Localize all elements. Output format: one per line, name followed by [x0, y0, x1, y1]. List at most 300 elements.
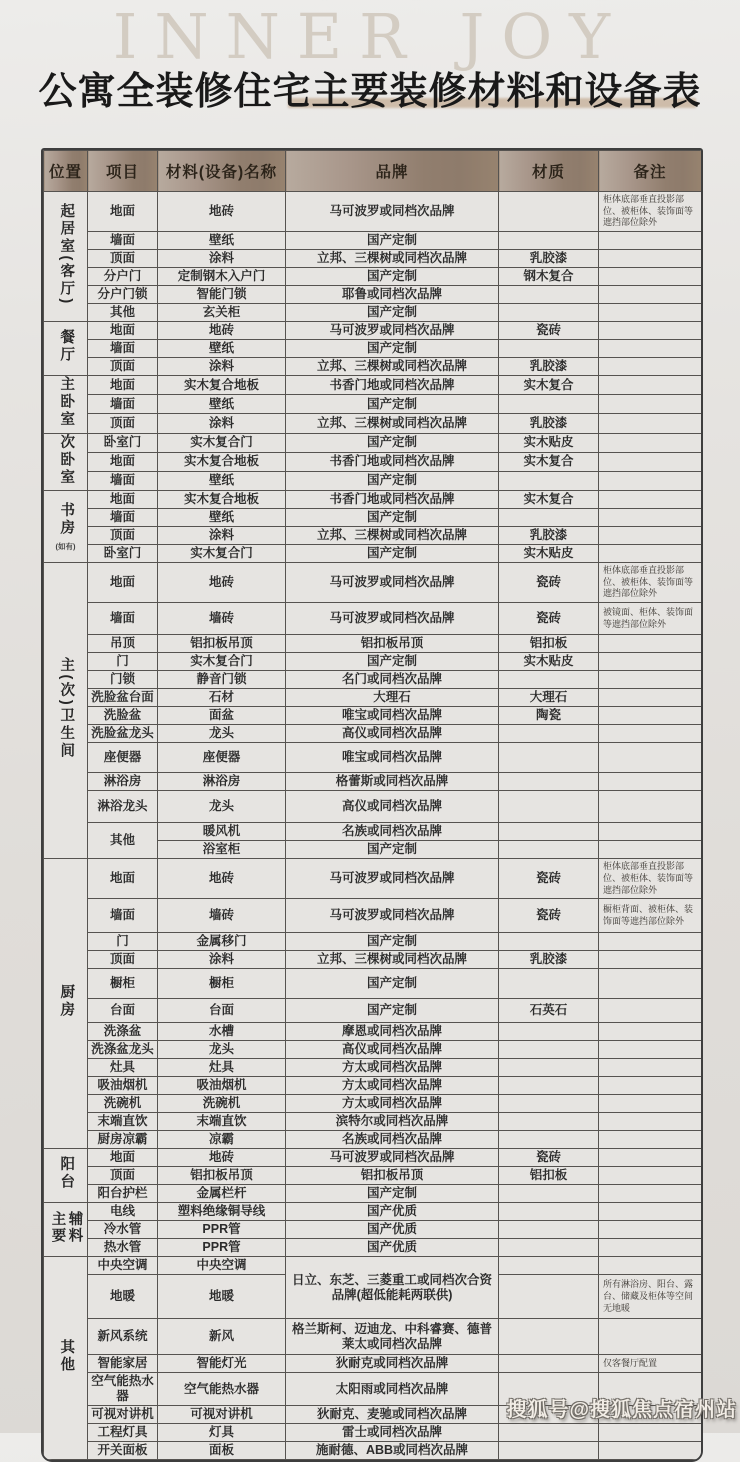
item-cell: 吊顶 [88, 635, 158, 653]
texture-cell: 乳胶漆 [499, 250, 599, 268]
note-cell [599, 653, 702, 671]
table-row [44, 1203, 702, 1221]
name-cell: 水槽 [158, 1023, 286, 1041]
materials-table [43, 150, 702, 1460]
texture-cell: 钢木复合 [499, 268, 599, 286]
brand-cell: 国产定制 [286, 969, 499, 999]
note-cell [599, 1442, 702, 1460]
texture-cell [499, 773, 599, 791]
name-cell: 龙头 [158, 725, 286, 743]
note-cell [599, 791, 702, 823]
table-row [44, 1167, 702, 1185]
texture-cell [499, 1221, 599, 1239]
location-cell [44, 322, 88, 376]
location-label: 起居室(客厅) [58, 202, 75, 307]
item-cell: 洗脸盆台面 [88, 689, 158, 707]
brand-cell: 铝扣板吊顶 [286, 635, 499, 653]
brand-cell: 国产定制 [286, 433, 499, 452]
table-row [44, 1239, 702, 1257]
brand-cell: 高仪或同档次品牌 [286, 725, 499, 743]
table-row [44, 304, 702, 322]
texture-cell [499, 395, 599, 414]
item-cell: 顶面 [88, 250, 158, 268]
item-cell: 墙面 [88, 340, 158, 358]
note-cell [599, 773, 702, 791]
texture-cell: 实木贴皮 [499, 433, 599, 452]
item-cell: 顶面 [88, 414, 158, 433]
table-row [44, 1185, 702, 1203]
note-cell [599, 527, 702, 545]
name-cell: 智能灯光 [158, 1355, 286, 1373]
location-cell [44, 1203, 88, 1257]
texture-cell: 乳胶漆 [499, 527, 599, 545]
texture-cell: 实木贴皮 [499, 545, 599, 563]
table-row [44, 1149, 702, 1167]
texture-cell [499, 823, 599, 841]
brand-cell: 国产优质 [286, 1203, 499, 1221]
note-cell [599, 635, 702, 653]
brand-cell: 名族或同档次品牌 [286, 1131, 499, 1149]
table-row [44, 232, 702, 250]
texture-cell [499, 969, 599, 999]
note-cell [599, 268, 702, 286]
note-cell [599, 1077, 702, 1095]
item-cell: 座便器 [88, 743, 158, 773]
table-row [44, 671, 702, 689]
item-cell: 末端直饮 [88, 1113, 158, 1131]
texture-cell: 石英石 [499, 999, 599, 1023]
texture-cell [499, 1131, 599, 1149]
name-cell: 灯具 [158, 1424, 286, 1442]
item-cell: 分户门锁 [88, 286, 158, 304]
location-cell [44, 376, 88, 434]
brand-cell: 立邦、三棵树或同档次品牌 [286, 414, 499, 433]
table-row [44, 1059, 702, 1077]
note-cell [599, 232, 702, 250]
item-cell: 台面 [88, 999, 158, 1023]
note-cell [599, 933, 702, 951]
name-cell: 新风 [158, 1319, 286, 1355]
name-cell: 地砖 [158, 563, 286, 603]
item-cell: 地面 [88, 1149, 158, 1167]
brand-cell: 马可波罗或同档次品牌 [286, 322, 499, 340]
brand-cell: 国产定制 [286, 304, 499, 322]
brand-cell: 国产定制 [286, 509, 499, 527]
name-cell: 涂料 [158, 358, 286, 376]
table-row [44, 545, 702, 563]
location-label: 书房 [58, 502, 75, 538]
name-cell: 塑料绝缘铜导线 [158, 1203, 286, 1221]
note-cell [599, 286, 702, 304]
location-cell [44, 1149, 88, 1203]
item-cell: 阳台护栏 [88, 1185, 158, 1203]
location-label: 餐厅 [58, 329, 75, 365]
texture-cell [499, 725, 599, 743]
name-cell: 铝扣板吊顶 [158, 1167, 286, 1185]
table-row [44, 859, 702, 899]
location-label: 主(次)卫生间 [58, 657, 75, 761]
location-label: 主要辅料 [49, 1211, 83, 1245]
item-cell: 门 [88, 653, 158, 671]
item-cell: 地面 [88, 376, 158, 395]
note-cell [599, 999, 702, 1023]
location-label: 阳台 [58, 1156, 75, 1192]
note-cell [599, 743, 702, 773]
note-cell: 柜体底部垂直投影部位、被柜体、装饰面等遮挡部位除外 [599, 859, 702, 899]
item-cell: 灶具 [88, 1059, 158, 1077]
item-cell: 墙面 [88, 899, 158, 933]
location-cell [44, 859, 88, 1149]
texture-cell [499, 286, 599, 304]
note-cell [599, 491, 702, 509]
name-cell: 实木复合地板 [158, 491, 286, 509]
note-cell [599, 725, 702, 743]
note-cell [599, 689, 702, 707]
note-cell [599, 1167, 702, 1185]
item-cell: 淋浴龙头 [88, 791, 158, 823]
location-cell [44, 1257, 88, 1460]
brand-cell: 雷士或同档次品牌 [286, 1424, 499, 1442]
texture-cell [499, 1203, 599, 1221]
name-cell: 洗碗机 [158, 1095, 286, 1113]
texture-cell [499, 1275, 599, 1319]
table-row [44, 1077, 702, 1095]
texture-cell [499, 1319, 599, 1355]
item-cell: 分户门 [88, 268, 158, 286]
column-header-6: 备注 [599, 151, 702, 192]
name-cell: 墙砖 [158, 603, 286, 635]
note-cell [599, 1221, 702, 1239]
brand-cell: 滨特尔或同档次品牌 [286, 1113, 499, 1131]
texture-cell: 铝扣板 [499, 1167, 599, 1185]
table-row [44, 1221, 702, 1239]
brand-cell: 狄耐克、麦驰或同档次品牌 [286, 1406, 499, 1424]
brand-cell: 大理石 [286, 689, 499, 707]
brand-cell: 施耐德、ABB或同档次品牌 [286, 1442, 499, 1460]
texture-cell [499, 1257, 599, 1275]
item-cell: 卧室门 [88, 433, 158, 452]
item-cell: 橱柜 [88, 969, 158, 999]
brand-cell: 名门或同档次品牌 [286, 671, 499, 689]
note-cell [599, 671, 702, 689]
location-label: 主卧室 [58, 376, 75, 429]
column-header-3: 材料(设备)名称 [158, 151, 286, 192]
brand-cell: 马可波罗或同档次品牌 [286, 899, 499, 933]
note-cell [599, 1185, 702, 1203]
brand-cell: 太阳雨或同档次品牌 [286, 1373, 499, 1406]
note-cell [599, 1239, 702, 1257]
brand-cell: 马可波罗或同档次品牌 [286, 859, 499, 899]
brand-cell: 国产定制 [286, 653, 499, 671]
name-cell: 台面 [158, 999, 286, 1023]
brand-cell: 国产优质 [286, 1221, 499, 1239]
brand-cell: 国产定制 [286, 268, 499, 286]
name-cell: 铝扣板吊顶 [158, 635, 286, 653]
table-row [44, 376, 702, 395]
texture-cell: 瓷砖 [499, 322, 599, 340]
item-cell: 洗涤盆龙头 [88, 1041, 158, 1059]
item-cell: 淋浴房 [88, 773, 158, 791]
texture-cell [499, 232, 599, 250]
brand-cell: 国产定制 [286, 841, 499, 859]
texture-cell: 铝扣板 [499, 635, 599, 653]
texture-cell: 乳胶漆 [499, 414, 599, 433]
texture-cell [499, 1185, 599, 1203]
table-row [44, 340, 702, 358]
item-cell: 顶面 [88, 1167, 158, 1185]
table-row [44, 707, 702, 725]
brand-cell: 国产定制 [286, 471, 499, 490]
texture-cell [499, 1239, 599, 1257]
name-cell: 涂料 [158, 527, 286, 545]
name-cell: 实木复合门 [158, 545, 286, 563]
brand-cell: 立邦、三棵树或同档次品牌 [286, 358, 499, 376]
note-cell [599, 1095, 702, 1113]
name-cell: 定制钢木入户门 [158, 268, 286, 286]
note-cell [599, 376, 702, 395]
name-cell: PPR管 [158, 1239, 286, 1257]
brand-cell: 国产定制 [286, 999, 499, 1023]
texture-cell [499, 841, 599, 859]
table-row [44, 1257, 702, 1275]
table-row [44, 653, 702, 671]
item-cell: 开关面板 [88, 1442, 158, 1460]
brand-cell: 耶鲁或同档次品牌 [286, 286, 499, 304]
location-label: 次卧室 [58, 433, 75, 487]
note-cell [599, 358, 702, 376]
table-row [44, 414, 702, 433]
name-cell: 座便器 [158, 743, 286, 773]
table-row [44, 286, 702, 304]
name-cell: 实木复合地板 [158, 376, 286, 395]
name-cell: 可视对讲机 [158, 1406, 286, 1424]
table-row [44, 1023, 702, 1041]
name-cell: 涂料 [158, 951, 286, 969]
item-cell: 地面 [88, 192, 158, 232]
note-cell: 柜体底部垂直投影部位、被柜体、装饰面等遮挡部位除外 [599, 192, 702, 232]
texture-cell: 大理石 [499, 689, 599, 707]
item-cell: 洗碗机 [88, 1095, 158, 1113]
materials-table-wrapper [41, 148, 703, 1462]
table-row [44, 563, 702, 603]
note-cell: 柜体底部垂直投影部位、被柜体、装饰面等遮挡部位除外 [599, 563, 702, 603]
brand-cell: 摩恩或同档次品牌 [286, 1023, 499, 1041]
note-cell [599, 395, 702, 414]
brand-cell: 立邦、三棵树或同档次品牌 [286, 951, 499, 969]
item-cell: 热水管 [88, 1239, 158, 1257]
table-row [44, 899, 702, 933]
table-row [44, 999, 702, 1023]
location-cell [44, 563, 88, 859]
name-cell: 面盆 [158, 707, 286, 725]
item-cell: 地面 [88, 491, 158, 509]
item-cell: 卧室门 [88, 545, 158, 563]
name-cell: 实木复合门 [158, 653, 286, 671]
name-cell: 金属移门 [158, 933, 286, 951]
brand-cell: 方太或同档次品牌 [286, 1077, 499, 1095]
item-cell: 空气能热水器 [88, 1373, 158, 1406]
location-sublabel: (如有) [55, 542, 76, 552]
item-cell: 门锁 [88, 671, 158, 689]
item-cell: 可视对讲机 [88, 1406, 158, 1424]
column-header-2: 项目 [88, 151, 158, 192]
item-cell: 顶面 [88, 358, 158, 376]
name-cell: 吸油烟机 [158, 1077, 286, 1095]
name-cell: 淋浴房 [158, 773, 286, 791]
brand-cell: 国产定制 [286, 1185, 499, 1203]
item-cell: 地面 [88, 322, 158, 340]
item-cell: 地面 [88, 452, 158, 471]
note-cell [599, 304, 702, 322]
table-row [44, 1041, 702, 1059]
page-title: 公寓全装修住宅主要装修材料和设备表 [38, 71, 702, 113]
item-cell: 墙面 [88, 232, 158, 250]
name-cell: 橱柜 [158, 969, 286, 999]
texture-cell [499, 340, 599, 358]
brand-cell: 铝扣板吊顶 [286, 1167, 499, 1185]
table-row [44, 1095, 702, 1113]
name-cell: 空气能热水器 [158, 1373, 286, 1406]
item-cell: 洗脸盆 [88, 707, 158, 725]
note-cell [599, 250, 702, 268]
table-row [44, 192, 702, 232]
header-row [44, 151, 702, 192]
table-row [44, 471, 702, 490]
column-header-4: 品牌 [286, 151, 499, 192]
brand-cell: 国产定制 [286, 933, 499, 951]
table-row [44, 773, 702, 791]
texture-cell: 实木复合 [499, 491, 599, 509]
note-cell [599, 951, 702, 969]
note-cell [599, 340, 702, 358]
brand-cell: 书香门地或同档次品牌 [286, 452, 499, 471]
name-cell: 浴室柜 [158, 841, 286, 859]
item-cell: 厨房凉霸 [88, 1131, 158, 1149]
brand-cell: 唯宝或同档次品牌 [286, 743, 499, 773]
texture-cell [499, 1095, 599, 1113]
name-cell: 地砖 [158, 1149, 286, 1167]
note-cell [599, 1113, 702, 1131]
name-cell: 金属栏杆 [158, 1185, 286, 1203]
brand-cell: 日立、东芝、三菱重工或同档次合资品牌(超低能耗两联供) [286, 1257, 499, 1319]
table-row [44, 603, 702, 635]
note-cell [599, 841, 702, 859]
table-row [44, 452, 702, 471]
location-label: 厨房 [58, 984, 75, 1020]
table-row [44, 527, 702, 545]
table-row [44, 395, 702, 414]
texture-cell: 瓷砖 [499, 1149, 599, 1167]
table-row [44, 933, 702, 951]
note-cell [599, 1131, 702, 1149]
table-row [44, 358, 702, 376]
texture-cell [499, 304, 599, 322]
texture-cell: 实木复合 [499, 452, 599, 471]
table-row [44, 1442, 702, 1460]
name-cell: 面板 [158, 1442, 286, 1460]
texture-cell [499, 1041, 599, 1059]
location-cell [44, 433, 88, 491]
name-cell: 壁纸 [158, 340, 286, 358]
item-cell: 其他 [88, 304, 158, 322]
column-header-5: 材质 [499, 151, 599, 192]
texture-cell: 实木贴皮 [499, 653, 599, 671]
item-cell: 吸油烟机 [88, 1077, 158, 1095]
brand-cell: 格蕾斯或同档次品牌 [286, 773, 499, 791]
table-row [44, 509, 702, 527]
name-cell: 地砖 [158, 859, 286, 899]
table-row [44, 951, 702, 969]
brand-cell: 狄耐克或同档次品牌 [286, 1355, 499, 1373]
texture-cell [499, 1113, 599, 1131]
brand-watermark: INNER JOY [112, 0, 628, 73]
table-row [44, 250, 702, 268]
brand-cell: 立邦、三棵树或同档次品牌 [286, 250, 499, 268]
texture-cell: 瓷砖 [499, 563, 599, 603]
texture-cell [499, 192, 599, 232]
note-cell [599, 433, 702, 452]
name-cell: 末端直饮 [158, 1113, 286, 1131]
note-cell [599, 707, 702, 725]
texture-cell [499, 471, 599, 490]
brand-cell: 国产定制 [286, 340, 499, 358]
brand-cell: 高仪或同档次品牌 [286, 1041, 499, 1059]
item-cell: 电线 [88, 1203, 158, 1221]
item-cell: 冷水管 [88, 1221, 158, 1239]
item-cell: 智能家居 [88, 1355, 158, 1373]
note-cell [599, 1023, 702, 1041]
name-cell: 涂料 [158, 250, 286, 268]
brand-cell: 书香门地或同档次品牌 [286, 491, 499, 509]
brand-cell: 国产定制 [286, 232, 499, 250]
table-row [44, 322, 702, 340]
name-cell: 地砖 [158, 322, 286, 340]
note-cell [599, 1319, 702, 1355]
location-cell [44, 192, 88, 322]
texture-cell [499, 671, 599, 689]
note-cell [599, 414, 702, 433]
table-row [44, 823, 702, 841]
item-cell: 其他 [88, 823, 158, 859]
name-cell: 壁纸 [158, 395, 286, 414]
name-cell: 实木复合门 [158, 433, 286, 452]
texture-cell [499, 791, 599, 823]
brand-cell: 方太或同档次品牌 [286, 1095, 499, 1113]
texture-cell [499, 1023, 599, 1041]
texture-cell [499, 743, 599, 773]
texture-cell: 瓷砖 [499, 603, 599, 635]
item-cell: 墙面 [88, 509, 158, 527]
name-cell: 实木复合地板 [158, 452, 286, 471]
note-cell: 被镜面、柜体、装饰面等遮挡部位除外 [599, 603, 702, 635]
item-cell: 地面 [88, 859, 158, 899]
brand-cell: 高仪或同档次品牌 [286, 791, 499, 823]
name-cell: 龙头 [158, 1041, 286, 1059]
sohu-watermark: 搜狐号@搜狐焦点宿州站 [506, 1399, 737, 1421]
name-cell: 石材 [158, 689, 286, 707]
note-cell [599, 509, 702, 527]
note-cell [599, 545, 702, 563]
item-cell: 门 [88, 933, 158, 951]
name-cell: 中央空调 [158, 1257, 286, 1275]
brand-cell: 格兰斯柯、迈迪龙、中科睿赛、德普莱太或同档次品牌 [286, 1319, 499, 1355]
location-label: 其他 [58, 1338, 75, 1374]
note-cell [599, 969, 702, 999]
table-row [44, 491, 702, 509]
table-row [44, 725, 702, 743]
note-cell [599, 823, 702, 841]
name-cell: 龙头 [158, 791, 286, 823]
